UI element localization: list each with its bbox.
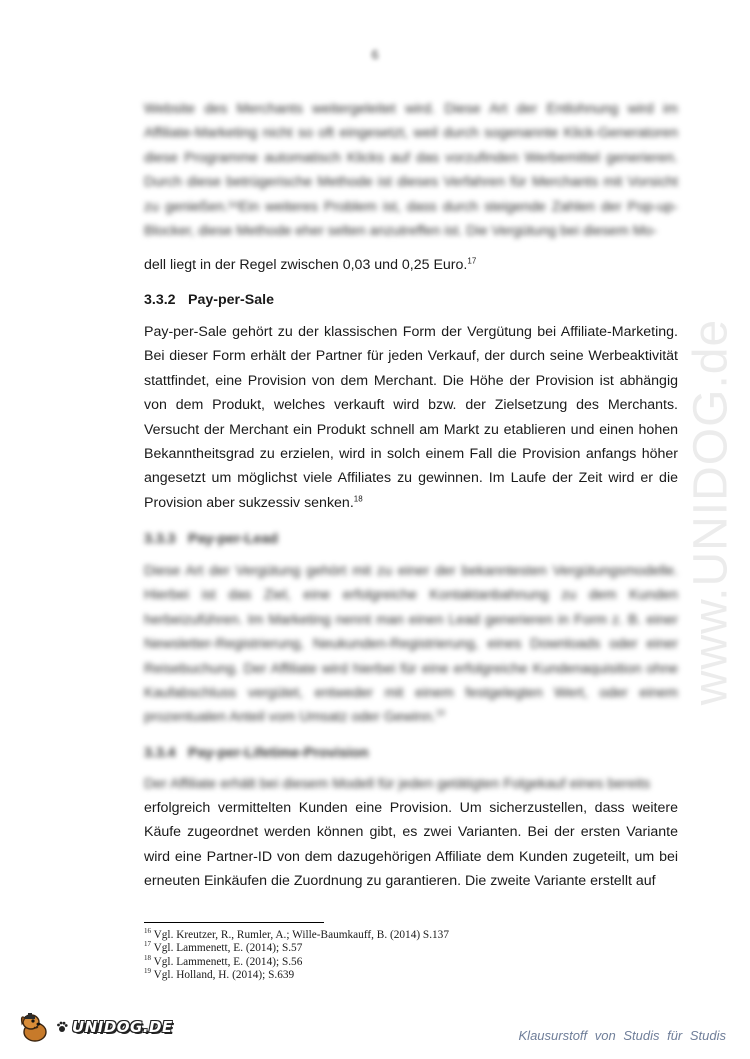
paragraph-pay-per-lifetime: erfolgreich vermittelten Kunden eine Provision. Um sicherzustellen, dass weitere Käufe zugeordnet werden können gibt, es zwei Varianten. Bei der ersten Variante wird eine Partner-ID von dem dazugehörigen Affiliate dem Kunden zugeteilt, um bei erneuten Einkäufen die Zuordnung zu garantieren. Die zweite Variante erstellt auf xyxy=(144,800,678,890)
section-number: 3.3.2 xyxy=(144,292,176,308)
paragraph-pay-per-sale xyxy=(144,320,678,515)
watermark: www.UNIDOG.de xyxy=(684,318,738,706)
paragraph-pay-per-lead xyxy=(144,559,678,730)
section-title: Pay-per-Lead xyxy=(188,531,278,547)
section-title: Pay-per-Sale xyxy=(188,292,274,308)
section-heading-pay-per-lead xyxy=(144,529,278,549)
footnote-ref-19: 19 xyxy=(435,708,445,718)
blurred-paragraph-top: Website des Merchants weitergeleitet wird. Diese Art der Entlohnung wird im Affiliate-Marketing nicht so oft eingesetzt, weil durch sogenannte Klick-Generatoren diese Programme automatisch Klicks auf das vorzufinden Werbemittel generieren. Durch diese betrügerische Methode ist dieses Verfahren für Merchants mit Vorsicht zu genießen.¹⁶Ein weiteres Problem ist, dass durch steigende Zahlen der Pop-up-Blocker, diese Methode eher selten anzutreffen ist. Die Vergütung bei diesem Mo- xyxy=(144,101,678,240)
dog-mascot-icon xyxy=(18,1010,52,1044)
section-number: 3.3.3 xyxy=(144,531,176,547)
paw-icon xyxy=(56,1021,68,1033)
section-heading-pay-per-lifetime xyxy=(144,743,369,763)
footnote-ref-17: 17 xyxy=(467,256,477,266)
paragraph-text: Diese Art der Vergütung gehört mit zu einer der bekanntesten Vergütungsmodelle. Hierbei ist das Ziel, eine erfolgreiche Kontaktanbahnung zu dem Kunden herbeizuführen. Im Marketing nennt man einen Lead generieren in Form z. B. einer Newsletter-Registrierung, Neukunden-Registrierung, eines Downloads oder einer Reisebuchung. Der Affiliate wird hierbei für eine erfolgreiche Kundenaquisition ohne Kaufabschluss vergütet, entweder mit einem festgelegten Wert, oder einem prozentualen Anteil vom Umsatz oder Gewinn. xyxy=(144,563,678,726)
section-title: Pay-per-Lifetime-Provision xyxy=(188,745,369,761)
footnote: $^{19}$ Vgl. Holland, H. (2014); S.639 xyxy=(144,967,295,981)
logo-text: UNIDOG.DE xyxy=(72,1018,173,1036)
blurred-line-pay-per-lifetime: Der Affiliate erhält bei diesem Modell für jeden getätigten Folgekauf eines bereits xyxy=(144,776,651,792)
section-heading-pay-per-sale xyxy=(144,290,274,310)
footnote: $^{17}$ Vgl. Lammenett, E. (2014); S.57 xyxy=(144,940,303,955)
footnote: $^{16}$ Vgl. Kreutzer, R., Rumler, A.; Wille-Baumkauff, B. (2014) S.137 xyxy=(144,927,449,941)
footnote-ref-18: 18 xyxy=(353,494,363,504)
paragraph-end-text: dell liegt in der Regel zwischen 0,03 und 0,25 Euro. xyxy=(144,257,468,273)
footnotes xyxy=(144,929,678,982)
paragraph-end-line xyxy=(144,253,678,277)
paragraph-text: Pay-per-Sale gehört zu der klassischen Form der Vergütung bei Affiliate-Marketing. Bei dieser Form erhält der Partner für jeden Verkauf, der durch seine Werbeaktivität stattfindet, eine Provision von dem Merchant. Die Höhe der Provision ist abhängig von dem Produkt, welches verkauft wird bzw. der Zielsetzung des Merchants. Versucht der Merchant ein Produkt schnell am Markt zu etablieren und einen hohen Bekanntheitsgrad zu erzielen, wird in solch einem Fall die Provision anfangs höher angesetzt um möglichst viele Affiliates zu gewinnen. Im Laufe der Zeit wird er die Provision aber sukzessiv senken. xyxy=(144,324,678,511)
footnote: $^{18}$ Vgl. Lammenett, E. (2014); S.56 xyxy=(144,953,303,968)
section-number: 3.3.4 xyxy=(144,745,176,761)
page-number: 6 xyxy=(371,47,379,62)
unidog-logo[interactable] xyxy=(18,1010,173,1044)
tagline: Klausurstoff von Studis für Studis xyxy=(518,1028,726,1043)
footnote-divider xyxy=(144,922,324,923)
